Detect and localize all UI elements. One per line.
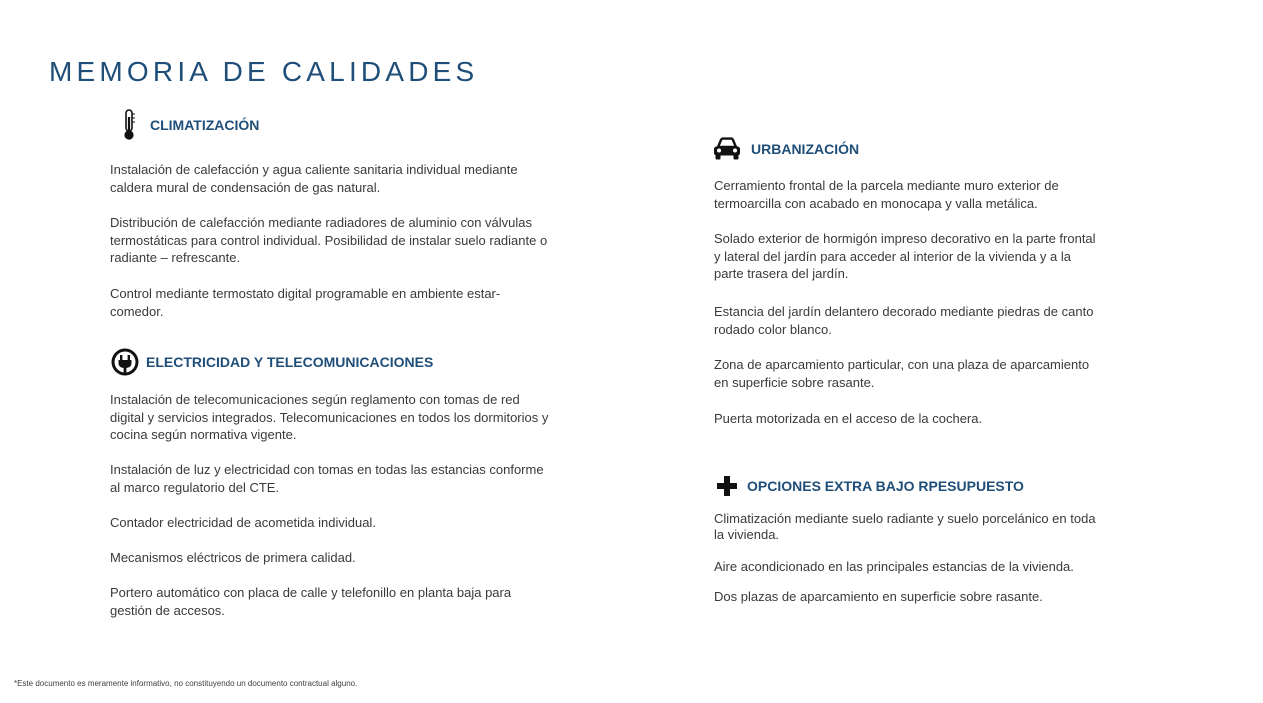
urbanizacion-paragraph-4: Zona de aparcamiento particular, con una plaza de aparcamiento en superficie sobre rasante.: [714, 357, 1090, 390]
climatizacion-header: [119, 109, 259, 141]
electricidad-paragraph-4: Mecanismos eléctricos de primera calidad.: [110, 550, 356, 565]
electricidad-paragraph-3: Contador electricidad de acometida individual.: [110, 515, 376, 530]
opciones-paragraph-1: Climatización mediante suelo radiante y suelo porcelánico en toda la vivienda.: [714, 511, 1096, 542]
electricidad-paragraph-2: Instalación de luz y electricidad con tomas en todas las estancias conforme al marco regulatorio del CTE.: [110, 462, 544, 495]
climatizacion-paragraph-2: Distribución de calefacción mediante radiadores de aluminio con válvulas termostáticas para control individual. Posibilidad de instalar suelo radiante o radiante – refrescante.: [110, 215, 548, 265]
electricidad-header: [110, 347, 433, 377]
urbanizacion-paragraph-5: Puerta motorizada en el acceso de la cochera.: [714, 411, 983, 426]
power-plug-icon: [110, 347, 140, 377]
electricidad-title: ELECTRICIDAD Y TELECOMUNICACIONES: [146, 354, 434, 370]
urbanizacion-paragraph-2: Solado exterior de hormigón impreso decorativo en la parte frontal y lateral del jardín para acceder al interior de la vivienda y a la parte trasera del jardín.: [714, 231, 1096, 281]
climatizacion-paragraph-3: Control mediante termostato digital programable en ambiente estar-comedor.: [110, 286, 501, 319]
page-title: MEMORIA DE CALIDADES: [49, 56, 479, 87]
climatizacion-paragraph-1: Instalación de calefacción y agua caliente sanitaria individual mediante caldera mural de condensación de gas natural.: [110, 162, 518, 195]
opciones-header: [716, 475, 1024, 497]
climatizacion-title: CLIMATIZACIÓN: [150, 117, 260, 133]
car-icon: [713, 136, 741, 162]
electricidad-paragraph-5: Portero automático con placa de calle y telefonillo en planta baja para gestión de accesos.: [110, 585, 512, 618]
plus-icon: [716, 475, 738, 497]
urbanizacion-paragraph-3: Estancia del jardín delantero decorado mediante piedras de canto rodado color blanco.: [714, 304, 1094, 337]
opciones-paragraph-2: Aire acondicionado en las principales estancias de la vivienda.: [714, 559, 1074, 574]
electricidad-paragraph-1: Instalación de telecomunicaciones según reglamento con tomas de red digital y servicios integrados. Telecomunicaciones en todos los dormitorios y cocina según normativa vigente.: [110, 392, 549, 442]
urbanizacion-paragraph-1: Cerramiento frontal de la parcela mediante muro exterior de termoarcilla con acabado en monocapa y valla metálica.: [714, 178, 1059, 211]
urbanizacion-header: [713, 136, 859, 162]
thermometer-icon: [119, 109, 139, 141]
urbanizacion-title: URBANIZACIÓN: [751, 141, 860, 157]
disclaimer-footnote: *Este documento es meramente informativo, no constituyendo un documento contractual alguno.: [14, 679, 358, 688]
opciones-title: OPCIONES EXTRA BAJO RPESUPUESTO: [747, 478, 1024, 494]
opciones-paragraph-3: Dos plazas de aparcamiento en superficie sobre rasante.: [714, 589, 1043, 604]
